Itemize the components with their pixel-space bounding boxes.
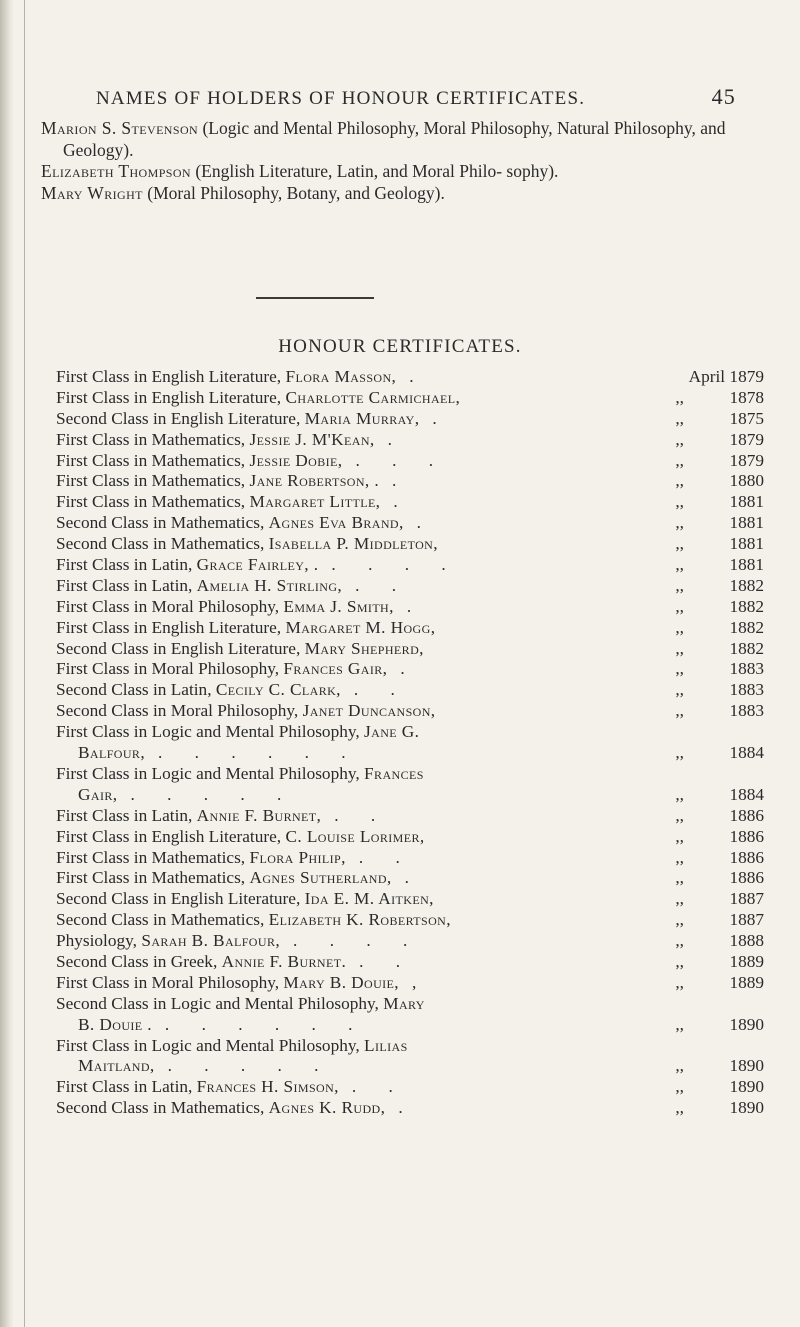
recipient-name: Grace Fairley, .	[196, 555, 319, 575]
holder-name: Mary Wright	[41, 182, 143, 203]
certificate-date: 1883	[729, 680, 764, 700]
leader-dots: . . . . . .	[164, 1014, 367, 1034]
certificate-text	[56, 952, 414, 973]
certificate-date: 1887	[729, 889, 764, 909]
recipient-name: Isabella P. Middleton,	[268, 534, 438, 554]
leader-dots: . . . .	[293, 931, 422, 951]
ditto-mark: ,,	[675, 868, 684, 888]
award-class: Second Class in English Literature,	[56, 889, 301, 909]
leader-dots: . . . . . .	[158, 743, 360, 763]
award-class: First Class in Mathematics,	[56, 429, 246, 449]
recipient-name: Amelia H. Stirling,	[196, 575, 343, 595]
award-class: First Class in Moral Philosophy,	[56, 972, 280, 992]
award-class: Second Class in Mathematics,	[56, 513, 265, 533]
award-class: Second Class in English Literature,	[56, 408, 301, 428]
certificate-date: 1883	[729, 701, 764, 721]
recipient-name: Margaret Little,	[249, 492, 381, 512]
certificate-row	[56, 952, 764, 973]
leader-dots: .	[387, 429, 406, 449]
award-class: First Class in Latin,	[56, 1077, 193, 1097]
leader-dots: .	[400, 659, 419, 679]
certificate-text	[56, 973, 430, 994]
recipient-name: Jessie J. M'Kean,	[249, 429, 375, 449]
holder-entry	[41, 183, 741, 205]
ditto-mark: ,,	[675, 743, 684, 763]
certificate-text	[56, 367, 428, 388]
award-class: Second Class in Logic and Mental Philosophy,	[56, 993, 379, 1013]
recipient-name-cont: B. Douie .	[78, 1014, 152, 1034]
recipient-name: Flora Philip,	[249, 847, 346, 867]
certificate-text	[56, 618, 435, 639]
ditto-mark: ,,	[675, 972, 684, 992]
ditto-mark: ,,	[675, 1098, 684, 1118]
certificate-text	[56, 806, 389, 827]
certificate-row	[56, 680, 764, 701]
certificate-date: 1880	[729, 471, 764, 491]
certificate-text	[56, 430, 406, 451]
recipient-name-cont: Maitland,	[78, 1056, 155, 1076]
certificate-row	[56, 492, 764, 513]
ditto-mark: ,,	[675, 889, 684, 909]
leader-dots: .	[398, 1098, 417, 1118]
award-class: Second Class in Mathematics,	[56, 1098, 265, 1118]
binding-line	[24, 0, 25, 1327]
ditto-mark: ,,	[675, 638, 684, 658]
certificate-row	[56, 513, 764, 534]
certificate-date: 1890	[729, 1014, 764, 1034]
leader-dots: . .	[359, 951, 415, 971]
ditto-mark: ,,	[675, 680, 684, 700]
award-class: First Class in Mathematics,	[56, 450, 246, 470]
certificate-text	[56, 409, 451, 430]
recipient-name: Flora Masson,	[285, 367, 397, 386]
leader-dots: . .	[358, 847, 414, 867]
ditto-mark: ,,	[675, 513, 684, 533]
leader-dots: . . . . .	[167, 1056, 333, 1076]
certificate-text	[56, 680, 409, 701]
award-class: First Class in Logic and Mental Philosophy,	[56, 1035, 360, 1055]
award-class: First Class in Latin,	[56, 555, 193, 575]
recipient-name: Sarah B. Balfour,	[141, 931, 281, 951]
ditto-mark: ,,	[675, 408, 684, 428]
certificate-text	[56, 931, 421, 952]
certificate-row	[56, 618, 764, 639]
recipient-name: Mary Shepherd,	[304, 638, 424, 658]
ditto-mark: ,,	[675, 951, 684, 971]
certificate-date: 1889	[729, 951, 764, 971]
leader-dots: . . . . .	[130, 784, 296, 804]
certificate-date: 1883	[729, 659, 764, 679]
certificate-date: 1878	[729, 387, 764, 407]
certificate-date: 1884	[729, 743, 764, 763]
certificate-row	[56, 534, 764, 555]
award-class: First Class in Mathematics,	[56, 492, 246, 512]
ditto-mark: ,,	[675, 534, 684, 554]
leader-dots: .	[393, 492, 412, 512]
ditto-mark: ,,	[675, 617, 684, 637]
recipient-name: Jane Robertson, .	[249, 471, 380, 491]
recipient-name: Agnes K. Rudd,	[268, 1098, 386, 1118]
leader-dots: .	[404, 868, 423, 888]
page-number: 45	[711, 84, 736, 109]
certificate-text	[56, 451, 447, 472]
ditto-mark: ,,	[675, 1014, 684, 1034]
award-class: Physiology,	[56, 931, 137, 951]
award-class: First Class in Moral Philosophy,	[56, 659, 280, 679]
certificate-text	[56, 764, 424, 806]
recipient-name-cont: Balfour,	[78, 743, 146, 763]
certificate-date: 1888	[729, 931, 764, 951]
award-class: First Class in Mathematics,	[56, 847, 246, 867]
certificate-row	[56, 994, 764, 1036]
holder-subjects-cont: sophy).	[506, 161, 559, 181]
recipient-name: Janet Duncanson,	[302, 701, 436, 721]
recipient-name: Jane G.	[364, 722, 420, 742]
leader-dots: .	[406, 596, 426, 616]
certificate-date: April 1879	[688, 367, 764, 386]
award-class: First Class in English Literature,	[56, 617, 282, 637]
certificate-date: 1890	[729, 1077, 764, 1097]
certificate-row	[56, 701, 764, 722]
certificate-date: 1875	[729, 408, 764, 428]
award-class: First Class in Latin,	[56, 575, 193, 595]
award-class: First Class in English Literature,	[56, 826, 282, 846]
ditto-mark: ,,	[675, 701, 684, 721]
ditto-mark: ,,	[675, 931, 684, 951]
certificate-row	[56, 722, 764, 764]
certificate-date: 1881	[729, 492, 764, 512]
recipient-name: Mary	[383, 993, 425, 1013]
section-title: HONOUR CERTIFICATES.	[278, 336, 522, 357]
certificate-text	[56, 576, 410, 597]
certificate-text	[56, 555, 460, 576]
recipient-name: Jessie Dobie,	[249, 450, 343, 470]
certificate-text	[56, 659, 419, 680]
certificate-date: 1882	[729, 596, 764, 616]
leader-dots: .	[392, 471, 411, 491]
ditto-mark: ,,	[675, 555, 684, 575]
certificate-text	[56, 471, 410, 492]
award-class: First Class in Logic and Mental Philosophy,	[56, 763, 360, 783]
leader-dots: ,	[411, 972, 431, 992]
certificate-row	[56, 868, 764, 889]
certificate-text	[56, 639, 424, 660]
certificate-date: 1882	[729, 617, 764, 637]
certificate-row	[56, 806, 764, 827]
ditto-mark: ,,	[675, 387, 684, 407]
ditto-mark: ,,	[675, 659, 684, 679]
certificate-row	[56, 931, 764, 952]
ditto-mark: ,,	[675, 847, 684, 867]
certificate-text	[56, 513, 435, 534]
ditto-mark: ,,	[675, 429, 684, 449]
recipient-name: Agnes Sutherland,	[249, 868, 392, 888]
recipient-name: Ida E. M. Aitken,	[304, 889, 434, 909]
certificate-row	[56, 848, 764, 869]
award-class: Second Class in Greek,	[56, 951, 218, 971]
certificate-date: 1884	[729, 784, 764, 804]
leader-dots: .	[409, 367, 428, 386]
recipient-name: C. Louise Lorimer,	[285, 826, 425, 846]
certificate-date: 1881	[729, 513, 764, 533]
ditto-mark: ,,	[675, 575, 684, 595]
leader-dots: . .	[355, 575, 411, 595]
award-class: First Class in English Literature,	[56, 387, 282, 407]
certificate-row	[56, 430, 764, 451]
certificate-date: 1886	[729, 805, 764, 825]
award-class: First Class in Logic and Mental Philosophy,	[56, 722, 360, 742]
award-class: Second Class in Mathematics,	[56, 910, 265, 930]
certificate-row	[56, 555, 764, 576]
certificate-date: 1879	[729, 429, 764, 449]
certificate-row	[56, 973, 764, 994]
leader-dots: . . .	[355, 450, 448, 470]
certificate-text	[56, 848, 414, 869]
recipient-name-cont-line	[56, 743, 419, 764]
holder-subjects: (Logic and Mental Philosophy, Moral	[202, 118, 467, 138]
award-class: Second Class in Moral Philosophy,	[56, 701, 299, 721]
recipient-name: Frances H. Simson,	[196, 1077, 339, 1097]
certificate-date: 1886	[729, 847, 764, 867]
certificate-row	[56, 1077, 764, 1098]
holder-subjects: (English Literature, Latin, and Moral Philo-	[195, 161, 503, 181]
recipient-name: Lilias	[364, 1035, 408, 1055]
leader-dots: . . . .	[331, 555, 460, 575]
leader-dots: . .	[351, 1077, 407, 1097]
recipient-name: Cecily C. Clark,	[215, 680, 341, 700]
ditto-mark: ,,	[675, 910, 684, 930]
certificate-text	[56, 1077, 407, 1098]
award-class: First Class in Mathematics,	[56, 471, 246, 491]
certificate-row	[56, 910, 764, 931]
certificate-text	[56, 1098, 417, 1119]
certificate-date: 1887	[729, 910, 764, 930]
award-class: First Class in Mathematics,	[56, 868, 246, 888]
recipient-name-cont-line	[56, 1015, 425, 1036]
holder-entry	[41, 161, 741, 183]
holder-subjects: (Moral Philosophy, Botany, and Geology).	[147, 182, 445, 203]
recipient-name: Annie F. Burnet.	[221, 951, 347, 971]
ditto-mark: ,,	[675, 471, 684, 491]
recipient-name-cont-line	[56, 1056, 408, 1077]
award-class: Second Class in Latin,	[56, 680, 212, 700]
certificate-row	[56, 1098, 764, 1119]
certificate-text	[56, 868, 423, 889]
certificate-date: 1890	[729, 1056, 764, 1076]
award-class: First Class in Moral Philosophy,	[56, 596, 280, 616]
certificate-date: 1882	[729, 638, 764, 658]
recipient-name: Charlotte Carmichael,	[285, 387, 461, 407]
certificate-row	[56, 1036, 764, 1078]
certificate-row	[56, 827, 764, 848]
certificate-text	[56, 910, 451, 931]
leader-dots: . .	[334, 805, 390, 825]
ditto-mark: ,,	[675, 826, 684, 846]
certificate-text	[56, 994, 425, 1036]
recipient-name-cont-line	[56, 785, 424, 806]
recipient-name-cont: Gair,	[78, 784, 118, 804]
recipient-name: Annie F. Burnet,	[196, 805, 322, 825]
ditto-mark: ,,	[675, 596, 684, 616]
ditto-mark: ,,	[675, 492, 684, 512]
recipient-name: Elizabeth K. Robertson,	[268, 910, 451, 930]
award-class: Second Class in English Literature,	[56, 638, 301, 658]
holder-subjects-cont: Philosophy, Natural Philosophy, and Geology).	[63, 118, 726, 160]
award-class: First Class in English Literature,	[56, 367, 282, 386]
certificate-holders-list	[41, 118, 741, 204]
holder-name: Elizabeth Thompson	[41, 161, 191, 181]
certificate-date: 1881	[729, 534, 764, 554]
certificate-text	[56, 534, 438, 555]
ditto-mark: ,,	[675, 1077, 684, 1097]
section-divider	[256, 297, 374, 299]
holder-name: Marion S. Stevenson	[41, 118, 199, 138]
certificate-date: 1881	[729, 555, 764, 575]
certificate-text	[56, 722, 419, 764]
certificate-row	[56, 471, 764, 492]
certificate-row	[56, 639, 764, 660]
certificate-date: 1889	[729, 972, 764, 992]
ditto-mark: ,,	[675, 450, 684, 470]
certificate-date: 1886	[729, 826, 764, 846]
recipient-name: Margaret M. Hogg,	[285, 617, 436, 637]
certificate-row	[56, 764, 764, 806]
certificate-row	[56, 451, 764, 472]
ditto-mark: ,,	[675, 784, 684, 804]
recipient-name: Frances	[364, 763, 424, 783]
certificate-text	[56, 827, 425, 848]
certificate-row	[56, 367, 764, 388]
recipient-name: Frances Gair,	[283, 659, 388, 679]
certificate-date: 1879	[729, 450, 764, 470]
certificate-text	[56, 701, 436, 722]
recipient-name: Emma J. Smith,	[283, 596, 394, 616]
honour-certificates-list	[56, 367, 764, 1119]
recipient-name: Maria Murray,	[304, 408, 420, 428]
page-spine-shadow	[0, 0, 14, 1327]
recipient-name: Agnes Eva Brand,	[268, 513, 404, 533]
ditto-mark: ,,	[675, 1056, 684, 1076]
leader-dots: .	[432, 408, 451, 428]
certificate-date: 1886	[729, 868, 764, 888]
certificate-date: 1882	[729, 575, 764, 595]
certificate-date: 1890	[729, 1098, 764, 1118]
recipient-name: Mary B. Douie,	[283, 972, 399, 992]
certificate-row	[56, 659, 764, 680]
award-class: First Class in Latin,	[56, 805, 193, 825]
certificate-text	[56, 388, 460, 409]
certificate-row	[56, 597, 764, 618]
certificate-text	[56, 889, 434, 910]
leader-dots: .	[416, 513, 435, 533]
certificate-row	[56, 409, 764, 430]
certificate-row	[56, 889, 764, 910]
certificate-text	[56, 597, 425, 618]
award-class: Second Class in Mathematics,	[56, 534, 265, 554]
certificate-row	[56, 576, 764, 597]
holder-entry	[41, 118, 741, 161]
certificate-text	[56, 492, 412, 513]
certificate-row	[56, 388, 764, 409]
running-header-title: NAMES OF HOLDERS OF HONOUR CERTIFICATES.	[96, 88, 586, 109]
certificate-text	[56, 1036, 408, 1078]
leader-dots: . .	[353, 680, 409, 700]
ditto-mark: ,,	[675, 805, 684, 825]
